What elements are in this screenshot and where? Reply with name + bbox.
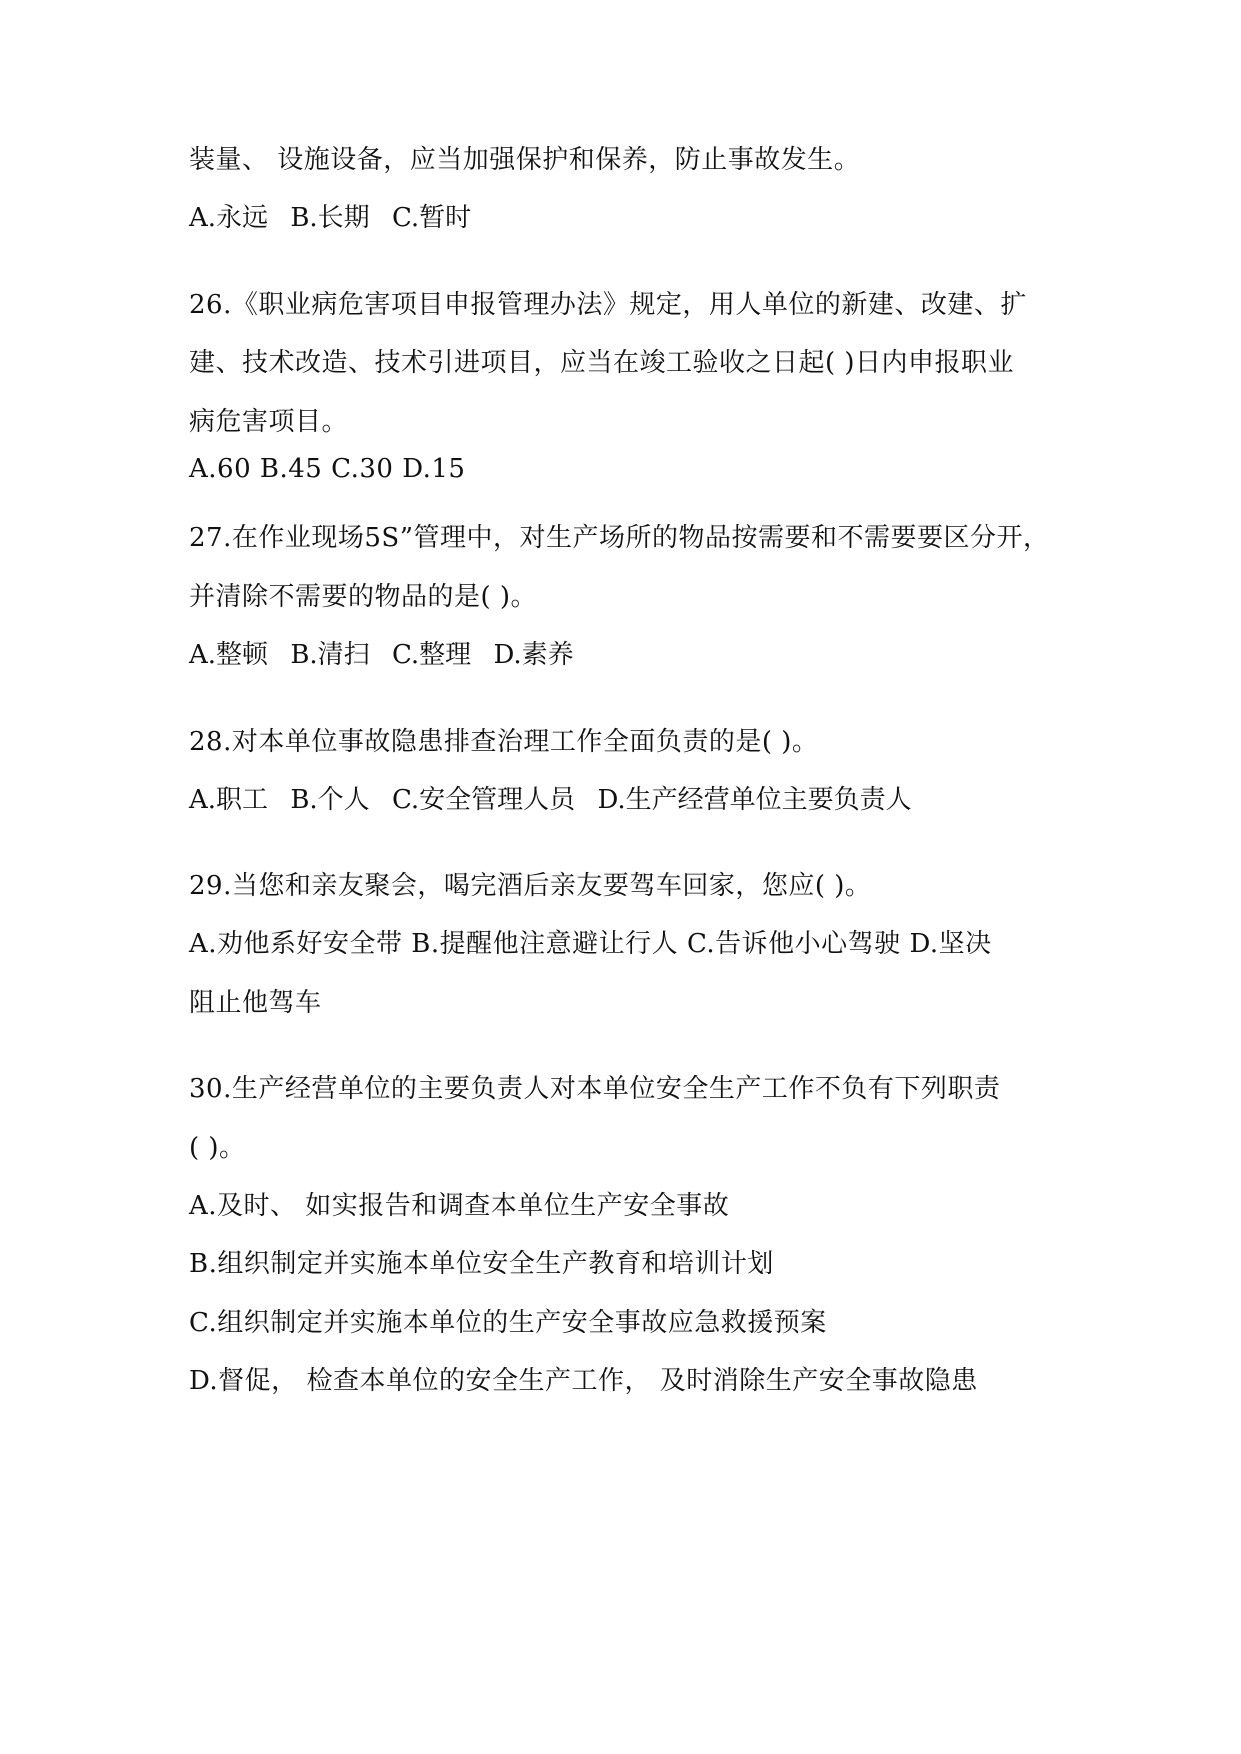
q28-option-b: B.个人 [290, 785, 370, 815]
q25-text-line-1: 装量、 设施设备，应当加强保护和保养，防止事故发生。 [189, 145, 861, 175]
q27-option-b: B.清扫 [290, 640, 370, 670]
q30-option-b: B.组织制定并实施本单位安全生产教育和培训计划 [189, 1249, 774, 1279]
q30-text-line-2: ( )。 [189, 1133, 246, 1163]
q28-option-c: C.安全管理人员 [391, 785, 576, 815]
q26-text-line-2: 建、技术改造、技术引进项目，应当在竣工验收之日起( )日内申报职业 [189, 348, 1015, 378]
q27-text-line-2: 并清除不需要的物品的是( )。 [189, 582, 538, 612]
q27-option-d: D.素养 [493, 640, 574, 670]
q25-option-b: B.长期 [290, 203, 370, 233]
q27-option-a: A.整顿 [189, 640, 269, 670]
q25-options [189, 201, 485, 235]
q30-option-d: D.督促， 检查本单位的安全生产工作， 及时消除生产安全事故隐患 [189, 1366, 978, 1396]
q29-options-line-2: 阻止他驾车 [189, 988, 322, 1018]
q28-options [189, 783, 926, 817]
q27-text-line-1: 27.在作业现场5S”管理中，对生产场所的物品按需要和不需要要区分开， [189, 523, 1050, 553]
q27-option-c: C.整理 [391, 640, 472, 670]
q25-option-c: C.暂时 [391, 203, 472, 233]
q28-option-d: D.生产经营单位主要负责人 [597, 785, 912, 815]
q29-text-line-1: 29.当您和亲友聚会，喝完酒后亲友要驾车回家，您应( )。 [189, 871, 872, 901]
q30-option-c: C.组织制定并实施本单位的生产安全事故应急救援预案 [189, 1308, 827, 1338]
q26-options: A.60 B.45 C.30 D.15 [189, 454, 466, 484]
q30-option-a: A.及时、 如实报告和调查本单位生产安全事故 [189, 1191, 730, 1221]
q26-text-line-3: 病危害项目。 [189, 407, 349, 437]
q27-options [189, 638, 588, 672]
q25-option-a: A.永远 [189, 203, 269, 233]
q26-text-line-1: 26.《职业病危害项目申报管理办法》规定，用人单位的新建、改建、扩 [189, 290, 1027, 320]
q29-options-line-1: A.劝他系好安全带 B.提醒他注意避让行人 C.告诉他小心驾驶 D.坚决 [189, 929, 992, 959]
q30-text-line-1: 30.生产经营单位的主要负责人对本单位安全生产工作不负有下列职责 [189, 1074, 1001, 1104]
q28-text-line-1: 28.对本单位事故隐患排查治理工作全面负责的是( )。 [189, 727, 819, 757]
q28-option-a: A.职工 [189, 785, 269, 815]
